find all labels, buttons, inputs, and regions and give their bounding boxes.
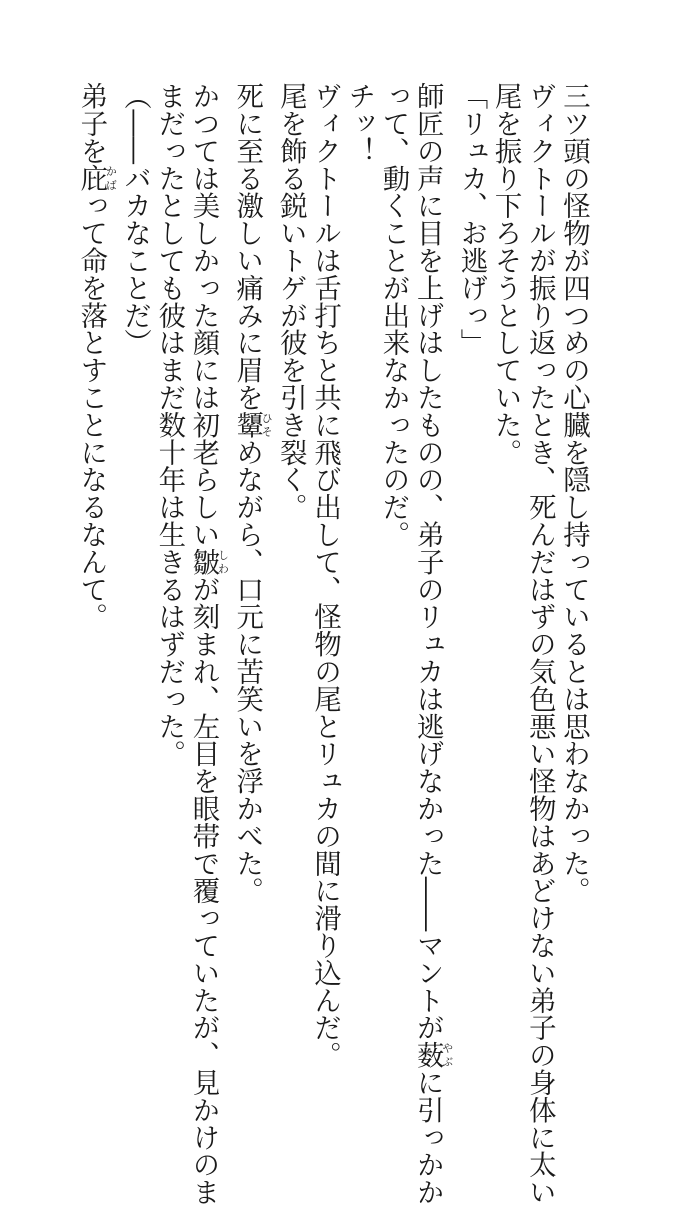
ruby-yabu xyxy=(411,1040,454,1069)
text-line-9: 尾を飾る鋭いトゲが彼を引き裂く。 xyxy=(274,82,306,521)
text-line-5-tail: に引っかか xyxy=(411,1068,443,1205)
text-line-5 xyxy=(409,82,454,1205)
text-line-2: ヴィクトールが振り返ったとき、死んだはずの気色悪い怪物はあどけない弟子の身体に太い xyxy=(523,82,555,1205)
text-line-14 xyxy=(73,82,117,982)
text-line-14-head: 弟子を xyxy=(75,82,107,165)
text-line-13: （――バカなことだ） xyxy=(119,82,151,356)
text-line-11-head: かつては美しかった顔には初老らしい xyxy=(187,82,219,548)
text-line-3: 尾を振り下ろそうとしていた。 xyxy=(489,82,521,466)
ruby-kaba-reading: かば xyxy=(104,164,118,192)
ruby-yabu-reading: やぶ xyxy=(440,1040,454,1069)
text-line-11-tail: が刻まれ、左目を眼帯で覆っていたが、見かけのま xyxy=(187,575,219,1205)
ruby-hiso xyxy=(231,410,274,439)
text-line-6: って、動くことが出来なかったのだ。 xyxy=(377,82,409,548)
ruby-shiwa xyxy=(187,547,230,576)
text-line-11 xyxy=(185,82,230,1205)
text-line-14-tail: って命を落とすことになるなんて。 xyxy=(75,191,107,631)
text-line-10-tail: めながら、口元に苦笑いを浮かべた。 xyxy=(231,438,263,905)
text-line-10-head: 死に至る激しい痛みに眉を xyxy=(231,82,263,411)
ruby-hiso-base: 顰 xyxy=(231,410,263,439)
text-line-10 xyxy=(229,82,273,982)
ruby-shiwa-reading: しわ xyxy=(216,547,230,576)
text-line-4: 「リュカ、お逃げっ」 xyxy=(455,82,487,356)
text-line-7: チッ！ xyxy=(343,82,375,165)
text-line-8: ヴィクトールは舌打ちと共に飛び出して、怪物の尾とリュカの間に滑り込んだ。 xyxy=(309,82,341,1069)
ruby-yabu-base: 薮 xyxy=(411,1040,443,1069)
ruby-kaba xyxy=(75,164,118,192)
vertical-text-body xyxy=(73,82,590,1205)
text-line-12: まだったとしても彼はまだ数十年は生きるはずだった。 xyxy=(153,82,185,767)
text-line-1: 三ツ頭の怪物が四つめの心臓を隠し持っているとは思わなかった。 xyxy=(558,82,589,904)
ruby-kaba-base: 庇 xyxy=(75,164,107,192)
text-line-5-head: 師匠の声に目を上げはしたものの、弟子のリュカは逃げなかった――マントが xyxy=(411,82,443,1041)
ruby-shiwa-base: 皺 xyxy=(187,547,219,576)
ruby-hiso-reading: ひそ xyxy=(260,410,274,439)
